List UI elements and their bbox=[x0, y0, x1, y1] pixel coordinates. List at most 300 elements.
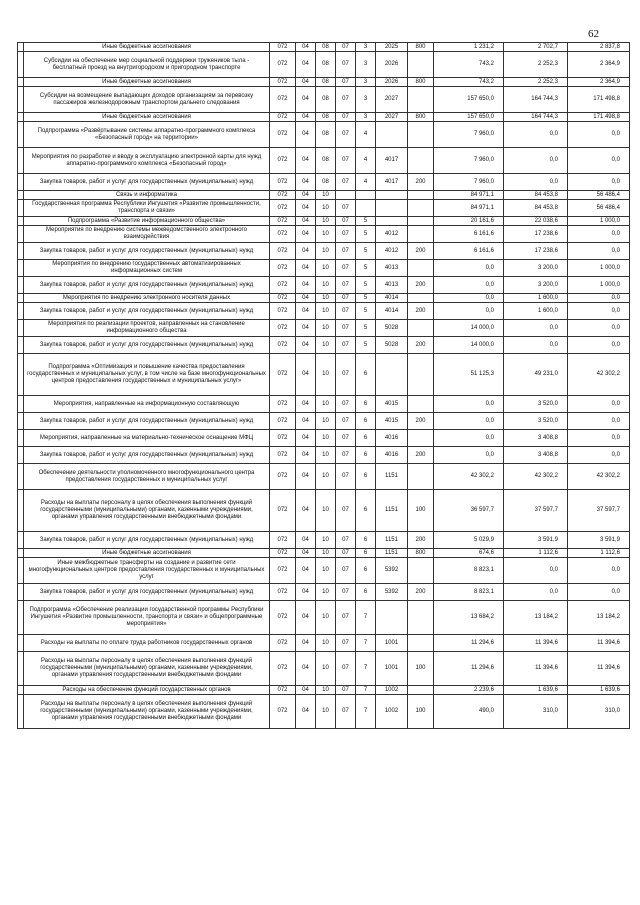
row-name: Расходы на выплаты персоналу в целях обеспечения выполнения функций государственными (муниципальными) органами, казенными учреждениями, органами управления государственными внебюджетными фондами bbox=[24, 490, 270, 532]
code-cell-c5 bbox=[356, 200, 376, 217]
amount-cell-v2: 84 453,8 bbox=[504, 191, 568, 200]
code-cell-c3: 08 bbox=[316, 43, 336, 52]
row-name: Закупка товаров, работ и услуг для государственных (муниципальных) нужд bbox=[24, 174, 270, 191]
code-cell-c7: 100 bbox=[408, 490, 434, 532]
amount-cell-v1: 14 000,0 bbox=[434, 337, 504, 354]
amount-cell-v3: 0,0 bbox=[568, 226, 630, 243]
amount-cell-v1: 13 684,2 bbox=[434, 601, 504, 635]
code-cell-c4: 07 bbox=[336, 148, 356, 174]
code-cell-c3: 10 bbox=[316, 635, 336, 652]
code-cell-c1: 072 bbox=[270, 226, 296, 243]
code-cell-c3: 10 bbox=[316, 695, 336, 729]
amount-cell-v1: 11 294,6 bbox=[434, 635, 504, 652]
code-cell-c6: 4015 bbox=[376, 396, 408, 413]
code-cell-c6: 1002 bbox=[376, 686, 408, 695]
code-cell-c4: 07 bbox=[336, 200, 356, 217]
amount-cell-v2: 0,0 bbox=[504, 148, 568, 174]
amount-cell-v3: 3 591,9 bbox=[568, 532, 630, 549]
amount-cell-v1: 157 650,0 bbox=[434, 87, 504, 113]
amount-cell-v1: 20 161,6 bbox=[434, 217, 504, 226]
code-cell-c7: 200 bbox=[408, 584, 434, 601]
amount-cell-v1: 0,0 bbox=[434, 260, 504, 277]
code-cell-c5: 6 bbox=[356, 430, 376, 447]
amount-cell-v2: 164 744,3 bbox=[504, 113, 568, 122]
code-cell-c5: 5 bbox=[356, 243, 376, 260]
code-cell-c6: 4016 bbox=[376, 430, 408, 447]
code-cell-c1: 072 bbox=[270, 601, 296, 635]
code-cell-c7: 200 bbox=[408, 532, 434, 549]
code-cell-c5: 7 bbox=[356, 686, 376, 695]
code-cell-c1: 072 bbox=[270, 217, 296, 226]
table-row bbox=[18, 200, 630, 217]
code-cell-c2: 04 bbox=[296, 447, 316, 464]
code-cell-c7 bbox=[408, 260, 434, 277]
amount-cell-v1: 14 000,0 bbox=[434, 320, 504, 337]
code-cell-c2: 04 bbox=[296, 303, 316, 320]
amount-cell-v2: 2 252,3 bbox=[504, 52, 568, 78]
amount-cell-v3: 171 498,8 bbox=[568, 87, 630, 113]
code-cell-c2: 04 bbox=[296, 354, 316, 396]
code-cell-c4: 07 bbox=[336, 260, 356, 277]
code-cell-c2: 04 bbox=[296, 601, 316, 635]
row-name: Субсидии на возмещение выпадающих доходов организациям за перевозку пассажиров железнодорожным транспортом дальнего следования bbox=[24, 87, 270, 113]
table-row bbox=[18, 549, 630, 558]
code-cell-c4: 07 bbox=[336, 549, 356, 558]
code-cell-c1: 072 bbox=[270, 148, 296, 174]
table-row bbox=[18, 430, 630, 447]
amount-cell-v3: 0,0 bbox=[568, 447, 630, 464]
amount-cell-v2: 3 520,0 bbox=[504, 396, 568, 413]
code-cell-c2: 04 bbox=[296, 217, 316, 226]
row-name: Мероприятия по реализации проектов, направленных на становление информационного общества bbox=[24, 320, 270, 337]
code-cell-c4: 07 bbox=[336, 354, 356, 396]
amount-cell-v2: 310,0 bbox=[504, 695, 568, 729]
code-cell-c5 bbox=[356, 191, 376, 200]
code-cell-c7 bbox=[408, 200, 434, 217]
row-name: Подпрограмма «Развитие информационного общества» bbox=[24, 217, 270, 226]
amount-cell-v1: 0,0 bbox=[434, 277, 504, 294]
amount-cell-v2: 0,0 bbox=[504, 584, 568, 601]
row-name: Субсидии на обеспечение мер социальной поддержки тружеников тыла - бесплатный проезд на внутригородском и пригородном транспорте bbox=[24, 52, 270, 78]
row-name: Мероприятия по разработке и вводу в эксплуатацию электронной карты для нужд аппаратно-программного комплекса «Безопасный город» bbox=[24, 148, 270, 174]
code-cell-c5: 4 bbox=[356, 148, 376, 174]
amount-cell-v3: 1 112,6 bbox=[568, 549, 630, 558]
page-number: 62 bbox=[588, 28, 599, 40]
code-cell-c2: 04 bbox=[296, 122, 316, 148]
amount-cell-v3: 0,0 bbox=[568, 430, 630, 447]
amount-cell-v2: 84 453,8 bbox=[504, 200, 568, 217]
code-cell-c3: 10 bbox=[316, 549, 336, 558]
code-cell-c2: 04 bbox=[296, 87, 316, 113]
code-cell-c1: 072 bbox=[270, 337, 296, 354]
code-cell-c7 bbox=[408, 226, 434, 243]
code-cell-c1: 072 bbox=[270, 174, 296, 191]
code-cell-c1: 072 bbox=[270, 584, 296, 601]
row-name: Иные бюджетные ассигнования bbox=[24, 113, 270, 122]
code-cell-c6: 1151 bbox=[376, 549, 408, 558]
code-cell-c2: 04 bbox=[296, 558, 316, 584]
table-row bbox=[18, 686, 630, 695]
code-cell-c4: 07 bbox=[336, 464, 356, 490]
code-cell-c7: 200 bbox=[408, 303, 434, 320]
code-cell-c6: 4012 bbox=[376, 243, 408, 260]
code-cell-c7 bbox=[408, 464, 434, 490]
code-cell-c1: 072 bbox=[270, 122, 296, 148]
amount-cell-v3: 1 000,0 bbox=[568, 217, 630, 226]
code-cell-c4: 07 bbox=[336, 584, 356, 601]
code-cell-c1: 072 bbox=[270, 549, 296, 558]
code-cell-c7 bbox=[408, 558, 434, 584]
amount-cell-v3: 11 394,6 bbox=[568, 652, 630, 686]
amount-cell-v3: 0,0 bbox=[568, 148, 630, 174]
amount-cell-v3: 37 597,7 bbox=[568, 490, 630, 532]
row-name: Расходы на выплаты по оплате труда работников государственных органов bbox=[24, 635, 270, 652]
code-cell-c7 bbox=[408, 396, 434, 413]
amount-cell-v2: 1 600,0 bbox=[504, 303, 568, 320]
code-cell-c1: 072 bbox=[270, 43, 296, 52]
amount-cell-v1: 490,0 bbox=[434, 695, 504, 729]
code-cell-c7 bbox=[408, 191, 434, 200]
code-cell-c4: 07 bbox=[336, 396, 356, 413]
table-row bbox=[18, 396, 630, 413]
code-cell-c2: 04 bbox=[296, 226, 316, 243]
table-row bbox=[18, 337, 630, 354]
code-cell-c6 bbox=[376, 601, 408, 635]
code-cell-c7 bbox=[408, 148, 434, 174]
code-cell-c6: 1151 bbox=[376, 532, 408, 549]
amount-cell-v1: 0,0 bbox=[434, 294, 504, 303]
table-row bbox=[18, 558, 630, 584]
code-cell-c5: 5 bbox=[356, 260, 376, 277]
amount-cell-v2: 1 600,0 bbox=[504, 294, 568, 303]
table-row bbox=[18, 601, 630, 635]
code-cell-c3: 10 bbox=[316, 303, 336, 320]
code-cell-c7: 200 bbox=[408, 277, 434, 294]
code-cell-c2: 04 bbox=[296, 260, 316, 277]
code-cell-c4: 07 bbox=[336, 43, 356, 52]
code-cell-c7 bbox=[408, 354, 434, 396]
row-name: Обеспечение деятельности уполномоченного многофункционального центра предоставления государственных и муниципальных услуг bbox=[24, 464, 270, 490]
code-cell-c1: 072 bbox=[270, 113, 296, 122]
code-cell-c3: 08 bbox=[316, 174, 336, 191]
code-cell-c2: 04 bbox=[296, 532, 316, 549]
amount-cell-v1: 7 960,0 bbox=[434, 174, 504, 191]
amount-cell-v2: 3 408,8 bbox=[504, 447, 568, 464]
table-row bbox=[18, 695, 630, 729]
amount-cell-v3: 0,0 bbox=[568, 558, 630, 584]
code-cell-c7 bbox=[408, 122, 434, 148]
code-cell-c6: 4016 bbox=[376, 447, 408, 464]
code-cell-c5: 5 bbox=[356, 337, 376, 354]
code-cell-c5: 6 bbox=[356, 532, 376, 549]
code-cell-c3: 10 bbox=[316, 532, 336, 549]
code-cell-c2: 04 bbox=[296, 148, 316, 174]
amount-cell-v2: 3 408,8 bbox=[504, 430, 568, 447]
code-cell-c2: 04 bbox=[296, 695, 316, 729]
amount-cell-v3: 56 486,4 bbox=[568, 200, 630, 217]
code-cell-c1: 072 bbox=[270, 490, 296, 532]
code-cell-c2: 04 bbox=[296, 396, 316, 413]
code-cell-c1: 072 bbox=[270, 396, 296, 413]
code-cell-c7: 800 bbox=[408, 113, 434, 122]
code-cell-c1: 072 bbox=[270, 277, 296, 294]
amount-cell-v2: 3 520,0 bbox=[504, 413, 568, 430]
code-cell-c2: 04 bbox=[296, 78, 316, 87]
code-cell-c6: 5392 bbox=[376, 584, 408, 601]
code-cell-c2: 04 bbox=[296, 191, 316, 200]
amount-cell-v2: 42 302,2 bbox=[504, 464, 568, 490]
amount-cell-v3: 2 364,9 bbox=[568, 78, 630, 87]
code-cell-c7 bbox=[408, 294, 434, 303]
code-cell-c4: 07 bbox=[336, 447, 356, 464]
code-cell-c3: 10 bbox=[316, 217, 336, 226]
amount-cell-v1: 2 239,6 bbox=[434, 686, 504, 695]
code-cell-c1: 072 bbox=[270, 52, 296, 78]
code-cell-c1: 072 bbox=[270, 294, 296, 303]
code-cell-c6: 4017 bbox=[376, 174, 408, 191]
code-cell-c1: 072 bbox=[270, 532, 296, 549]
code-cell-c6: 4012 bbox=[376, 226, 408, 243]
table-row bbox=[18, 226, 630, 243]
row-name: Закупка товаров, работ и услуг для государственных (муниципальных) нужд bbox=[24, 413, 270, 430]
code-cell-c3: 10 bbox=[316, 601, 336, 635]
amount-cell-v3: 0,0 bbox=[568, 584, 630, 601]
code-cell-c3: 10 bbox=[316, 490, 336, 532]
code-cell-c6: 5028 bbox=[376, 337, 408, 354]
amount-cell-v2: 17 238,6 bbox=[504, 243, 568, 260]
amount-cell-v3: 0,0 bbox=[568, 337, 630, 354]
amount-cell-v2: 11 394,6 bbox=[504, 635, 568, 652]
amount-cell-v1: 6 161,6 bbox=[434, 243, 504, 260]
code-cell-c3: 10 bbox=[316, 354, 336, 396]
code-cell-c7 bbox=[408, 686, 434, 695]
code-cell-c5: 5 bbox=[356, 277, 376, 294]
table-row bbox=[18, 320, 630, 337]
amount-cell-v1: 7 960,0 bbox=[434, 122, 504, 148]
code-cell-c6: 4014 bbox=[376, 303, 408, 320]
row-name: Закупка товаров, работ и услуг для государственных (муниципальных) нужд bbox=[24, 243, 270, 260]
code-cell-c1: 072 bbox=[270, 635, 296, 652]
code-cell-c5: 7 bbox=[356, 635, 376, 652]
amount-cell-v2: 3 200,0 bbox=[504, 277, 568, 294]
amount-cell-v3: 0,0 bbox=[568, 243, 630, 260]
row-name: Расходы на выплаты персоналу в целях обеспечения выполнения функций государственными (муниципальными) органами, казенными учреждениями, органами управления государственными внебюджетными фондами bbox=[24, 652, 270, 686]
amount-cell-v1: 51 125,3 bbox=[434, 354, 504, 396]
code-cell-c4: 07 bbox=[336, 686, 356, 695]
code-cell-c5: 3 bbox=[356, 52, 376, 78]
code-cell-c7 bbox=[408, 635, 434, 652]
code-cell-c1: 072 bbox=[270, 413, 296, 430]
row-name: Расходы на выплаты персоналу в целях обеспечения выполнения функций государственными (муниципальными) органами, казенными учреждениями, органами управления государственными внебюджетными фондами bbox=[24, 695, 270, 729]
code-cell-c4: 07 bbox=[336, 635, 356, 652]
code-cell-c5: 7 bbox=[356, 652, 376, 686]
row-name: Иные межбюджетные трансферты на создание и развитие сети многофункциональных центров предоставления государственных и муниципальных услуг bbox=[24, 558, 270, 584]
code-cell-c4: 07 bbox=[336, 532, 356, 549]
amount-cell-v2: 164 744,3 bbox=[504, 87, 568, 113]
row-name: Мероприятия по внедрению электронного носителя данных bbox=[24, 294, 270, 303]
amount-cell-v1: 5 029,9 bbox=[434, 532, 504, 549]
table-row bbox=[18, 413, 630, 430]
code-cell-c1: 072 bbox=[270, 447, 296, 464]
code-cell-c3: 10 bbox=[316, 337, 336, 354]
code-cell-c6: 2026 bbox=[376, 52, 408, 78]
amount-cell-v2: 0,0 bbox=[504, 320, 568, 337]
code-cell-c3: 08 bbox=[316, 122, 336, 148]
amount-cell-v2: 2 702,7 bbox=[504, 43, 568, 52]
amount-cell-v3: 56 486,4 bbox=[568, 191, 630, 200]
amount-cell-v1: 0,0 bbox=[434, 430, 504, 447]
code-cell-c6: 1151 bbox=[376, 490, 408, 532]
code-cell-c3: 10 bbox=[316, 260, 336, 277]
code-cell-c4: 07 bbox=[336, 490, 356, 532]
code-cell-c4: 07 bbox=[336, 78, 356, 87]
code-cell-c6: 1002 bbox=[376, 695, 408, 729]
code-cell-c5: 5 bbox=[356, 226, 376, 243]
code-cell-c3: 10 bbox=[316, 413, 336, 430]
table-body bbox=[18, 43, 630, 729]
table-row bbox=[18, 447, 630, 464]
code-cell-c6 bbox=[376, 122, 408, 148]
code-cell-c5: 5 bbox=[356, 294, 376, 303]
code-cell-c5: 3 bbox=[356, 113, 376, 122]
amount-cell-v2: 22 038,6 bbox=[504, 217, 568, 226]
amount-cell-v1: 36 597,7 bbox=[434, 490, 504, 532]
code-cell-c3: 10 bbox=[316, 277, 336, 294]
code-cell-c3: 10 bbox=[316, 584, 336, 601]
code-cell-c1: 072 bbox=[270, 430, 296, 447]
amount-cell-v3: 0,0 bbox=[568, 413, 630, 430]
row-name: Мероприятия по внедрению системы межведомственного электронного взаимодействия bbox=[24, 226, 270, 243]
code-cell-c1: 072 bbox=[270, 686, 296, 695]
table-row bbox=[18, 87, 630, 113]
code-cell-c7: 200 bbox=[408, 243, 434, 260]
amount-cell-v1: 1 231,2 bbox=[434, 43, 504, 52]
code-cell-c2: 04 bbox=[296, 43, 316, 52]
code-cell-c3: 08 bbox=[316, 148, 336, 174]
code-cell-c2: 04 bbox=[296, 584, 316, 601]
table-row bbox=[18, 217, 630, 226]
code-cell-c7 bbox=[408, 217, 434, 226]
row-name: Мероприятия, направленные на информационную составляющую bbox=[24, 396, 270, 413]
amount-cell-v2: 11 394,6 bbox=[504, 652, 568, 686]
code-cell-c1: 072 bbox=[270, 243, 296, 260]
table-row bbox=[18, 294, 630, 303]
table-row bbox=[18, 191, 630, 200]
table-row bbox=[18, 584, 630, 601]
table-row bbox=[18, 148, 630, 174]
code-cell-c1: 072 bbox=[270, 354, 296, 396]
code-cell-c3: 10 bbox=[316, 447, 336, 464]
code-cell-c4: 07 bbox=[336, 87, 356, 113]
amount-cell-v2: 17 238,6 bbox=[504, 226, 568, 243]
amount-cell-v1: 743,2 bbox=[434, 52, 504, 78]
code-cell-c5: 3 bbox=[356, 87, 376, 113]
code-cell-c7: 200 bbox=[408, 337, 434, 354]
code-cell-c3: 10 bbox=[316, 558, 336, 584]
row-name: Закупка товаров, работ и услуг для государственных (муниципальных) нужд bbox=[24, 277, 270, 294]
code-cell-c1: 072 bbox=[270, 87, 296, 113]
amount-cell-v1: 6 161,6 bbox=[434, 226, 504, 243]
code-cell-c4: 07 bbox=[336, 243, 356, 260]
table-row bbox=[18, 354, 630, 396]
code-cell-c2: 04 bbox=[296, 320, 316, 337]
code-cell-c5: 7 bbox=[356, 695, 376, 729]
code-cell-c4: 07 bbox=[336, 320, 356, 337]
code-cell-c4: 07 bbox=[336, 277, 356, 294]
row-name: Иные бюджетные ассигнования bbox=[24, 43, 270, 52]
code-cell-c2: 04 bbox=[296, 200, 316, 217]
row-name: Государственная программа Республики Ингушетия «Развитие промышленности, транспорта и связи» bbox=[24, 200, 270, 217]
row-name: Иные бюджетные ассигнования bbox=[24, 78, 270, 87]
code-cell-c5: 4 bbox=[356, 174, 376, 191]
amount-cell-v1: 11 294,6 bbox=[434, 652, 504, 686]
code-cell-c2: 04 bbox=[296, 430, 316, 447]
amount-cell-v2: 1 639,6 bbox=[504, 686, 568, 695]
table-row bbox=[18, 652, 630, 686]
code-cell-c4: 07 bbox=[336, 601, 356, 635]
code-cell-c6: 4017 bbox=[376, 148, 408, 174]
row-name: Подпрограмма «Оптимизация и повышение качества предоставления государственных и муниципальных услуг, в том числе на базе многофункциональных центров предоставления государственных и муниципальных услуг» bbox=[24, 354, 270, 396]
code-cell-c3: 08 bbox=[316, 78, 336, 87]
code-cell-c6: 2025 bbox=[376, 43, 408, 52]
code-cell-c1: 072 bbox=[270, 558, 296, 584]
code-cell-c1: 072 bbox=[270, 191, 296, 200]
budget-table bbox=[17, 42, 630, 729]
table-row bbox=[18, 277, 630, 294]
code-cell-c3: 10 bbox=[316, 226, 336, 243]
code-cell-c2: 04 bbox=[296, 413, 316, 430]
amount-cell-v3: 1 000,0 bbox=[568, 260, 630, 277]
code-cell-c5: 5 bbox=[356, 320, 376, 337]
code-cell-c6: 2026 bbox=[376, 78, 408, 87]
table-row bbox=[18, 78, 630, 87]
amount-cell-v2: 49 231,0 bbox=[504, 354, 568, 396]
code-cell-c4: 07 bbox=[336, 695, 356, 729]
code-cell-c3: 08 bbox=[316, 113, 336, 122]
amount-cell-v3: 13 184,2 bbox=[568, 601, 630, 635]
code-cell-c7 bbox=[408, 87, 434, 113]
code-cell-c4: 07 bbox=[336, 558, 356, 584]
code-cell-c7: 800 bbox=[408, 78, 434, 87]
code-cell-c2: 04 bbox=[296, 52, 316, 78]
code-cell-c5: 3 bbox=[356, 43, 376, 52]
code-cell-c5: 6 bbox=[356, 396, 376, 413]
code-cell-c2: 04 bbox=[296, 635, 316, 652]
code-cell-c7: 200 bbox=[408, 447, 434, 464]
table-row bbox=[18, 174, 630, 191]
row-name: Закупка товаров, работ и услуг для государственных (муниципальных) нужд bbox=[24, 447, 270, 464]
code-cell-c3: 10 bbox=[316, 464, 336, 490]
row-name: Закупка товаров, работ и услуг для государственных (муниципальных) нужд bbox=[24, 303, 270, 320]
code-cell-c5: 6 bbox=[356, 558, 376, 584]
code-cell-c5: 5 bbox=[356, 303, 376, 320]
table-row bbox=[18, 243, 630, 260]
code-cell-c7 bbox=[408, 320, 434, 337]
code-cell-c4: 07 bbox=[336, 217, 356, 226]
code-cell-c2: 04 bbox=[296, 174, 316, 191]
table-row bbox=[18, 532, 630, 549]
code-cell-c6: 4014 bbox=[376, 294, 408, 303]
code-cell-c7 bbox=[408, 52, 434, 78]
table-row bbox=[18, 52, 630, 78]
row-name: Мероприятия, направленные на материально-техническое оснащение МФЦ bbox=[24, 430, 270, 447]
table-row bbox=[18, 303, 630, 320]
code-cell-c7: 800 bbox=[408, 43, 434, 52]
amount-cell-v2: 0,0 bbox=[504, 337, 568, 354]
code-cell-c5: 6 bbox=[356, 490, 376, 532]
table-row bbox=[18, 464, 630, 490]
row-name: Расходы на обеспечение функций государственных органов bbox=[24, 686, 270, 695]
